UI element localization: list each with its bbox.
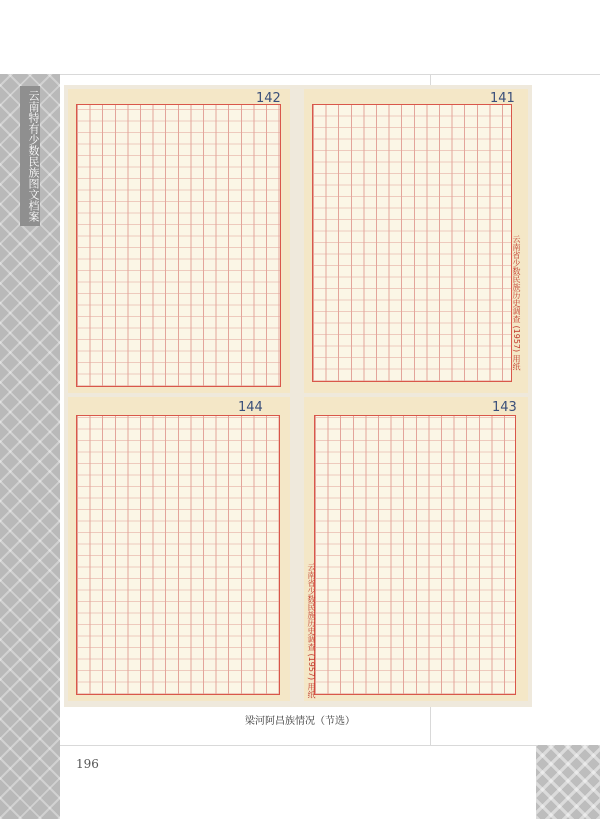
photo-panel [64,85,532,707]
page-folio: 196 [76,757,99,771]
paper-stamp: 云南省少数民族历史调查 (1957) 用纸 [512,235,521,371]
page-number: 144 [238,400,263,415]
page-number: 143 [492,400,517,415]
bottom-rule [60,745,536,746]
manuscript-grid [314,415,516,695]
manuscript-grid [76,415,280,695]
manuscript-grid [76,104,281,387]
paper-stamp: 云南省少数民族历史调查 (1957) 用纸 [307,563,316,699]
page-number: 142 [256,91,281,106]
page-number: 141 [490,91,515,106]
manuscript-page [68,89,290,393]
manuscript-grid [312,104,512,382]
figure-caption: 梁河阿昌族情况（节选） [245,716,355,727]
sidebar-title: 云南特有少数民族图文档案 [20,86,40,226]
manuscript-page [304,89,528,393]
manuscript-page [304,397,528,701]
top-rule [60,74,600,75]
manuscript-page [68,397,290,701]
decorative-corner-pattern [536,745,600,819]
